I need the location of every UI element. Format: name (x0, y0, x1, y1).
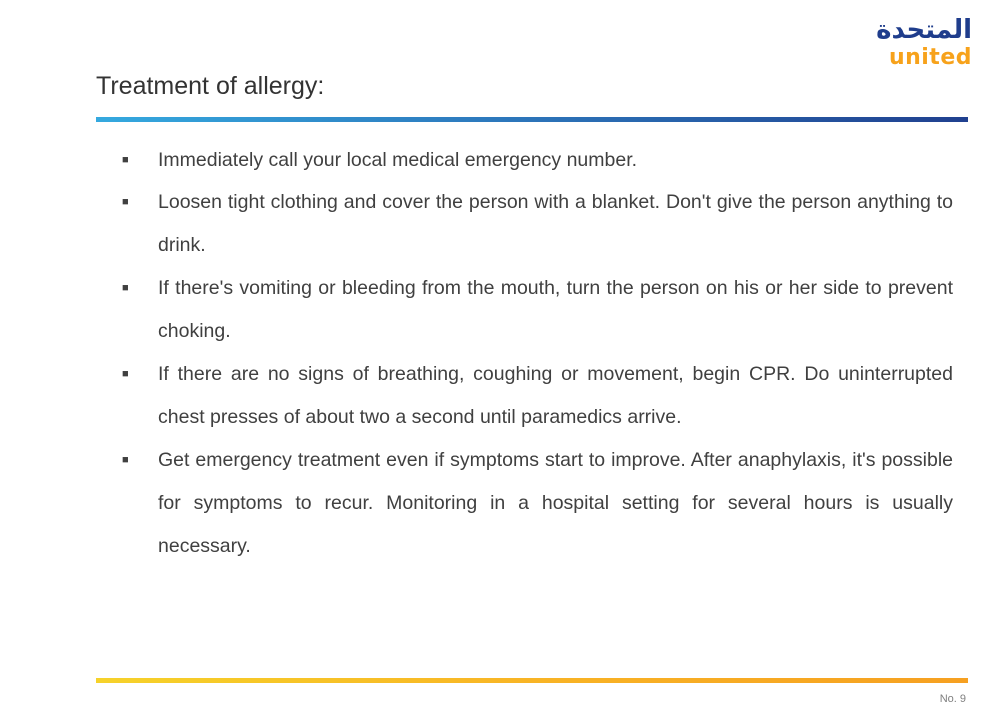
slide-title: Treatment of allergy: (96, 72, 325, 100)
bullet-item (120, 439, 953, 568)
logo-latin-wordmark: united (888, 45, 972, 70)
square-bullet-icon: ■ (122, 154, 129, 166)
square-bullet-icon: ■ (122, 282, 129, 294)
united-logo (862, 14, 972, 74)
bullet-item (120, 353, 953, 439)
bullet-text: Immediately call your local medical emergency number. (158, 149, 638, 171)
bullet-list (120, 145, 953, 568)
bullet-text: If there are no signs of breathing, coughing or movement, begin CPR. Do uninterrupted chest presses of about two a second until paramedics arrive. (158, 363, 953, 428)
square-bullet-icon: ■ (122, 196, 129, 208)
bullet-item (120, 267, 953, 353)
bullet-text: If there's vomiting or bleeding from the mouth, turn the person on his or her side to prevent choking. (158, 277, 953, 342)
bullet-item (120, 145, 953, 175)
bullet-text: Loosen tight clothing and cover the person with a blanket. Don't give the person anything to drink. (158, 191, 953, 256)
square-bullet-icon: ■ (122, 368, 129, 380)
logo-arabic-wordmark: المتحدة (876, 15, 972, 45)
footer-divider (96, 678, 968, 683)
page-number: No. 9 (939, 693, 966, 705)
bullet-item (120, 181, 953, 267)
title-divider (96, 117, 968, 122)
bullet-text: Get emergency treatment even if symptoms start to improve. After anaphylaxis, it's possible for symptoms to recur. Monitoring in a hospital setting for several hours is usually necessary. (158, 449, 953, 557)
square-bullet-icon: ■ (122, 454, 129, 466)
